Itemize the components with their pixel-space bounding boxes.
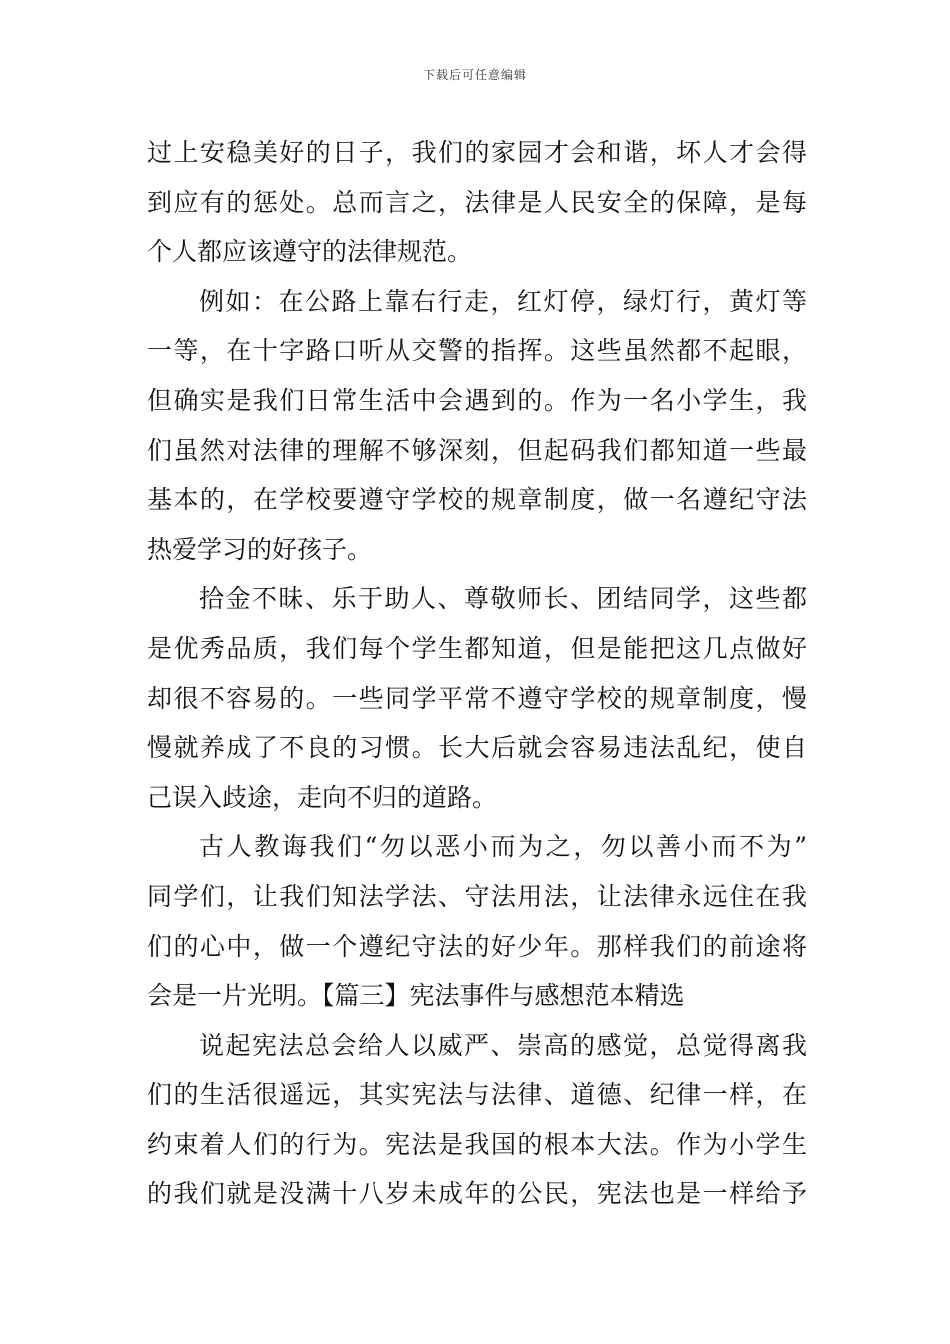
text-line: 们虽然对法律的理解不够深刻，但起码我们都知道一些最	[147, 435, 807, 465]
text-line: 们的心中，做一个遵纪守法的好少年。那样我们的前途将	[147, 931, 807, 961]
text-line: 热爱学习的好孩子。	[147, 534, 373, 564]
text-line: 说起宪法总会给人以威严、崇高的感觉，总觉得离我	[199, 1030, 807, 1060]
text-line: 却很不容易的。一些同学平常不遵守学校的规章制度，慢	[147, 683, 807, 713]
text-line: 慢就养成了不良的习惯。长大后就会容易违法乱纪，使自	[147, 733, 807, 763]
text-line: 会是一片光明。【篇三】宪法事件与感想范本精选	[147, 981, 685, 1011]
text-line: 一等，在十字路口听从交警的指挥。这些虽然都不起眼，	[147, 336, 807, 366]
text-line: 例如：在公路上靠右行走，红灯停，绿灯行，黄灯等	[199, 286, 807, 316]
text-line: 基本的，在学校要遵守学校的规章制度，做一名遵纪守法	[147, 485, 807, 515]
text-line: 们的生活很遥远，其实宪法与法律、道德、纪律一样，在	[147, 1080, 807, 1110]
text-line: 到应有的惩处。总而言之，法律是人民安全的保障，是每	[147, 187, 807, 217]
document-body	[147, 128, 807, 1219]
text-line: 同学们，让我们知法学法、守法用法，让法律永远住在我	[147, 881, 807, 911]
text-line: 的我们就是没满十八岁未成年的公民，宪法也是一样给予	[147, 1179, 807, 1209]
text-line: 古人教诲我们“勿以恶小而为之，勿以善小而不为”	[199, 832, 807, 862]
page-header-note: 下载后可任意编辑	[422, 68, 527, 82]
text-line: 过上安稳美好的日子，我们的家园才会和谐，坏人才会得	[147, 138, 807, 167]
text-line: 但确实是我们日常生活中会遇到的。作为一名小学生，我	[147, 385, 807, 415]
text-line: 是优秀品质，我们每个学生都知道，但是能把这几点做好	[147, 633, 807, 663]
text-line: 约束着人们的行为。宪法是我国的根本大法。作为小学生	[147, 1129, 807, 1159]
text-line: 己误入歧途，走向不归的道路。	[147, 782, 498, 812]
text-line: 拾金不昧、乐于助人、尊敬师长、团结同学，这些都	[199, 584, 807, 614]
text-line: 个人都应该遵守的法律规范。	[147, 237, 473, 267]
